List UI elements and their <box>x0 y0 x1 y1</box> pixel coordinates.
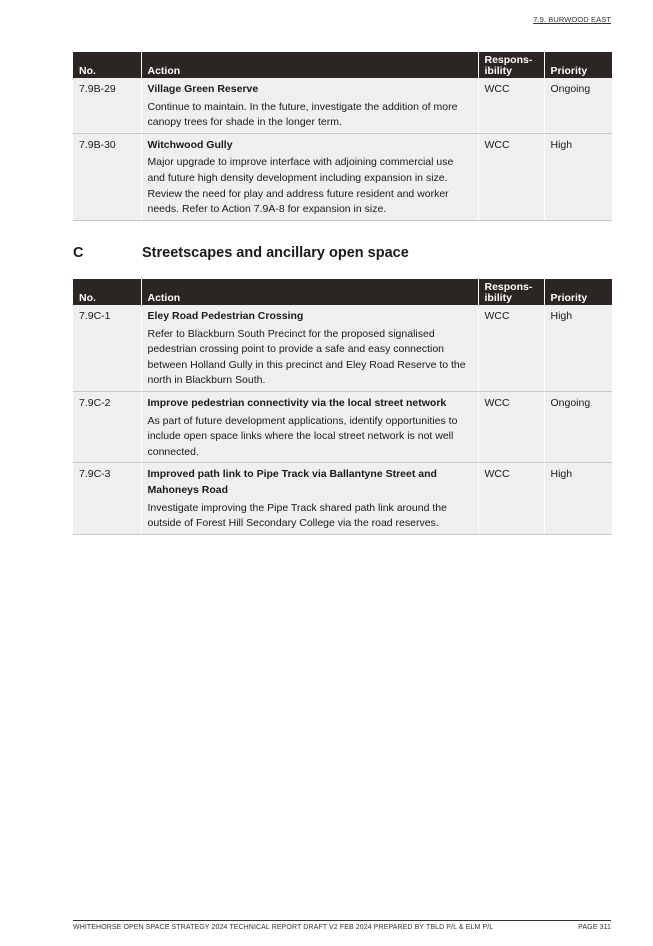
section-heading <box>73 245 409 261</box>
col-header-action: Action <box>141 52 478 78</box>
action-title: Village Green Reserve <box>147 83 259 95</box>
section-letter: C <box>73 245 84 261</box>
action-description: Continue to maintain. In the future, investigate the addition of more canopy trees for shade in the longer term. <box>147 100 458 129</box>
footer-document-info: WHITEHORSE OPEN SPACE STRATEGY 2024 TECHNICAL REPORT DRAFT V2 FEB 2024 PREPARED BY TBLD P/L & ELM P/L <box>73 924 494 931</box>
action-title: Improve pedestrian connectivity via the local street network <box>147 396 447 409</box>
responsibility: WCC <box>478 391 544 462</box>
action-title: Witchwood Gully <box>147 138 233 151</box>
col-header-no: No. <box>73 279 141 305</box>
action-cell <box>141 305 478 391</box>
table-row <box>73 305 612 391</box>
table-header-row <box>73 52 612 78</box>
table-header-row <box>73 279 612 305</box>
footer-rule <box>73 920 611 921</box>
responsibility: WCC <box>478 133 544 220</box>
running-header: 7.9. BURWOOD EAST <box>533 15 611 24</box>
action-number: 7.9B-30 <box>73 133 141 220</box>
col-header-priority: Priority <box>544 52 612 78</box>
action-number: 7.9C-3 <box>73 463 141 534</box>
action-number: 7.9C-2 <box>73 391 141 462</box>
action-title: Eley Road Pedestrian Crossing <box>147 310 304 322</box>
col-header-priority: Priority <box>544 279 612 305</box>
action-cell <box>141 133 478 220</box>
responsibility: WCC <box>478 463 544 534</box>
priority: Ongoing <box>544 78 612 133</box>
section-title: Streetscapes and ancillary open space <box>142 245 409 261</box>
page-footer <box>73 924 611 931</box>
col-header-responsibility: Respons- ibility <box>478 52 544 78</box>
responsibility: WCC <box>478 305 544 391</box>
action-number: 7.9C-1 <box>73 305 141 391</box>
action-number: 7.9B-29 <box>73 78 141 133</box>
action-cell <box>141 391 478 462</box>
action-description: Investigate improving the Pipe Track shared path link around the outside of Forest Hill Secondary College via the road reserves. <box>147 501 447 530</box>
action-description: Refer to Blackburn South Precinct for the proposed signalised pedestrian crossing point to provide a safe and easy connection between Holland Gully in this precinct and Eley Road Reserve to the north in Blackburn South. <box>147 327 466 387</box>
table-row <box>73 133 612 220</box>
table-row <box>73 463 612 534</box>
priority: High <box>544 463 612 534</box>
priority: Ongoing <box>544 391 612 462</box>
page-number: PAGE 311 <box>578 924 611 931</box>
action-cell <box>141 463 478 534</box>
actions-table-b <box>73 52 612 221</box>
col-header-action: Action <box>141 279 478 305</box>
table-row <box>73 391 612 462</box>
col-header-no: No. <box>73 52 141 78</box>
priority: High <box>544 133 612 220</box>
responsibility: WCC <box>478 78 544 133</box>
action-description: As part of future development applications, identify opportunities to include open space links where the local street network is not well connected. <box>147 414 458 458</box>
priority: High <box>544 305 612 391</box>
action-cell <box>141 78 478 133</box>
table-row <box>73 78 612 133</box>
col-header-responsibility: Respons- ibility <box>478 279 544 305</box>
actions-table-c <box>73 279 612 535</box>
action-description: Major upgrade to improve interface with adjoining commercial use and future high density development including expansion in size. Review the need for play and address future resident and worker needs. Refer to Action 7.9A-8 for expansion in size. <box>147 156 454 216</box>
action-title: Improved path link to Pipe Track via Ballantyne Street and Mahoneys Road <box>147 468 437 496</box>
